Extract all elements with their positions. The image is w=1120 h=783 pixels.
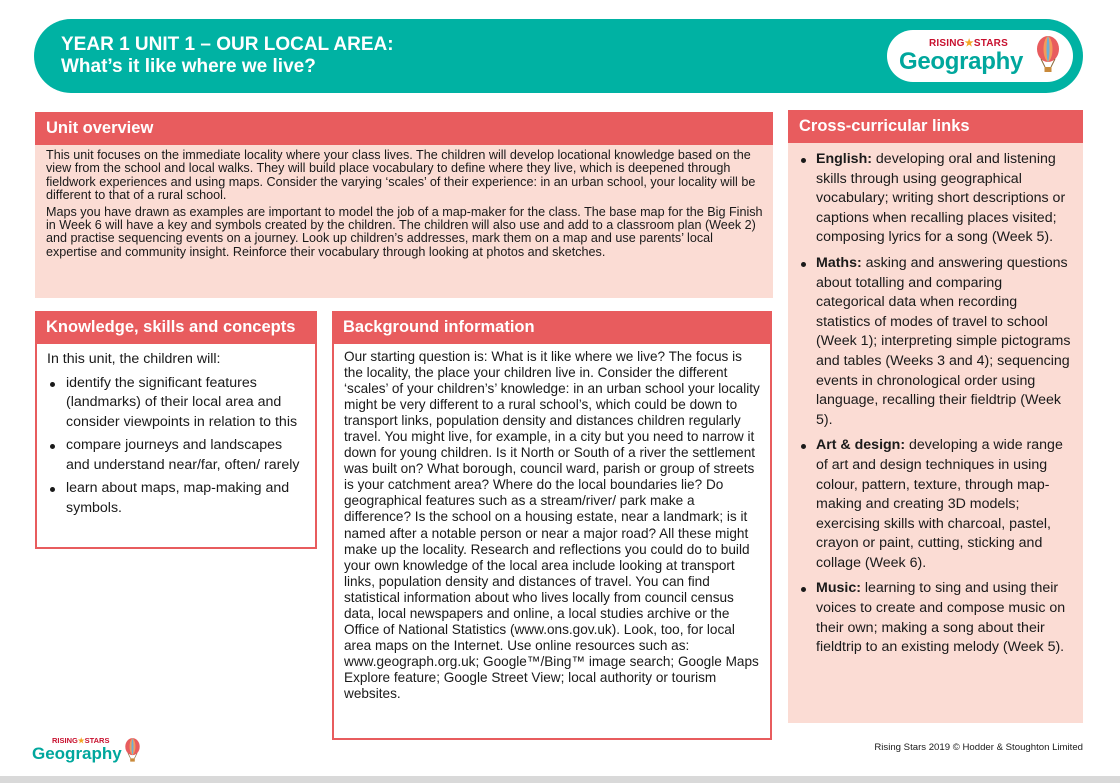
footer-logo-subject: Geography: [32, 744, 122, 763]
footer-logo-brand: RISING★STARS: [52, 736, 110, 745]
overview-paragraph: Maps you have drawn as examples are important to model the job of a map-maker for the class. The base map for the Big Finish in Week 6 will have a key and symbols created by the children. The children will also use and add to a classroom plan (Week 2) and practise sequencing events on a journey. Look up children’s addresses, mark them on a map and use parents’ local expertise and community insight. Reinforce their vocabulary through looking at photos and sketches.: [46, 204, 763, 259]
logo-brand: RISING★STARS: [929, 38, 1008, 49]
ksc-heading: Knowledge, skills and concepts: [35, 311, 317, 344]
list-item: Art & design: developing a wide range of art and design techniques in using colour, pattern, texture, through map-making and creating 3D models; exercising skills with charcoal, pastel, crayon or paint, cutting, sticking and collage (Week 6).: [798, 436, 1073, 573]
list-item: identify the significant features (landmarks) of their local area and consider viewpoints in relation to this: [47, 374, 305, 433]
subject-label: Music:: [816, 580, 861, 597]
title-line-2: What’s it like where we live?: [61, 56, 316, 77]
list-item: Music: learning to sing and using their voices to create and compose music on their own; making a song about their fieldtrip to an existing melody (Week 5).: [798, 579, 1073, 657]
list-item: Maths: asking and answering questions about totalling and comparing categorical data when recording statistics of modes of travel to school (Week 1); interpreting simple pictograms and tables (Weeks 3 and 4); sequencing events in chronological order using language, recalling their fieldtrip (Week 5).: [798, 254, 1073, 430]
background-text: Our starting question is: What is it like where we live? The focus is the locality, the place your children live in. Consider the different ‘scales’ of your children’s’ knowledge: in an urban school your locality might be very different to a rural school’s, which could be down to transport links, population density and distances children regularly travel. You might live, for example, in a city but you need to narrow it down for young children. Is it North or South of a river the settlement was built on? What borough, council ward, parish or group of streets is your catchment area? Where do the local boundaries lie? Do geographical features such as a stream/river/ park make a difference? Is the school on a housing estate, near a landmark; is it named after a notable person or near a major road? All these might make up the locality. Research and reflections you could do to build your own knowledge of the local area include looking at transport links, population density and distances of travel. You can find statistical information about who lives locally from council census data, local newspapers and online, a local studies archive or the Office of National Statistics (www.ons.gov.uk). Look, too, for local area maps on the Internet. Use online resources such as: www.geograph.org.uk; Google™/Bing™ image search; Google Maps Explore feature; Google Street View; local authority or tourism websites.: [344, 349, 760, 701]
page-title: [61, 34, 394, 78]
list-item: compare journeys and landscapes and understand near/far, often/ rarely: [47, 436, 305, 475]
copyright-text: Rising Stars 2019 © Hodder & Stoughton Limited: [874, 742, 1083, 753]
background-heading: Background information: [332, 311, 772, 344]
ksc-intro: In this unit, the children will:: [47, 351, 221, 367]
subject-label: English:: [816, 151, 872, 167]
hot-air-balloon-icon: [124, 737, 141, 764]
overview-paragraph: This unit focuses on the immediate locality where your class lives. The children will develop locational knowledge based on the view from the school and local walks. They will build place vocabulary to define where they live, which is deepened through fieldwork experiences and using maps. Consider the varying ‘scales’ of their experience: in an urban school, your locality will be different to that of a rural school.: [46, 148, 756, 203]
header-logo: [887, 30, 1073, 82]
logo-subject: Geography: [899, 48, 1023, 75]
background-body: [332, 344, 772, 740]
ksc-body: [35, 344, 317, 549]
subject-label: Maths:: [816, 254, 862, 271]
cross-curricular-body: [788, 143, 1083, 723]
list-item: learn about maps, map-making and symbols.: [47, 479, 305, 518]
title-line-1: YEAR 1 UNIT 1 – OUR LOCAL AREA:: [61, 34, 394, 55]
unit-overview-body: [35, 145, 773, 298]
list-item: English: developing oral and listening skills through using geographical vocabulary; writing short descriptions or captions when recalling places visited; composing lyrics for a song (Week 5).: [798, 150, 1073, 248]
subject-label: Art & design:: [816, 437, 906, 454]
header-banner: [34, 19, 1083, 93]
unit-overview-heading: Unit overview: [35, 112, 773, 145]
hot-air-balloon-icon: [1035, 35, 1061, 75]
cross-curricular-heading: Cross-curricular links: [788, 110, 1083, 143]
footer-logo: [30, 736, 150, 768]
bottom-divider: [0, 776, 1120, 783]
ksc-list: [47, 374, 305, 519]
cross-curricular-list: [798, 150, 1073, 658]
